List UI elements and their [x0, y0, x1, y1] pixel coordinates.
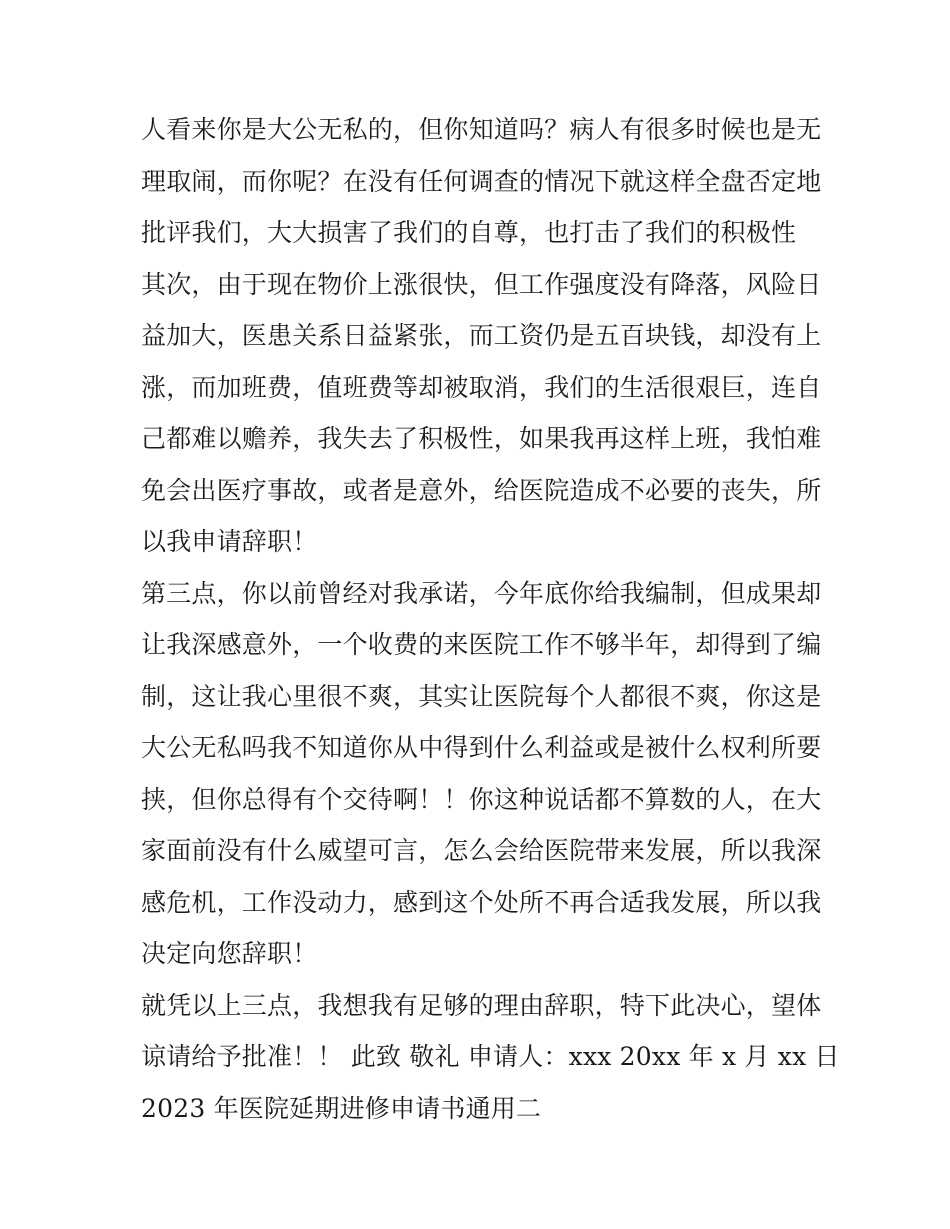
text-line: 挟，但你总得有个交待啊！！你这种说话都不算数的人，在大	[141, 784, 822, 814]
document-body	[141, 104, 840, 1134]
text-line: 己都难以赡养，我失去了积极性，如果我再这样上班，我怕难	[141, 424, 822, 453]
text-line: 制，这让我心里很不爽，其实让医院每个人都很不爽，你这是	[141, 681, 822, 711]
text-line: 谅请给予批准！！ 此致 敬礼 申请人：xxx 20xx 年 x 月 xx 日	[141, 1042, 840, 1071]
text-line: 人看来你是大公无私的，但你知道吗？病人有很多时候也是无	[141, 115, 822, 144]
text-line: 涨，而加班费，值班费等却被取消，我们的生活很艰巨，连自	[141, 372, 822, 402]
text-line: 家面前没有什么威望可言，怎么会给医院带来发展，所以我深	[141, 836, 822, 865]
section-heading: 2023 年医院延期进修申请书通用二	[141, 1093, 542, 1123]
text-line: 其次，由于现在物价上涨很快，但工作强度没有降落，风险日	[141, 269, 822, 299]
text-line: 决定向您辞职！	[141, 939, 318, 968]
text-line: 益加大，医患关系日益紧张，而工资仍是五百块钱，却没有上	[141, 321, 822, 350]
text-line: 以我申请辞职！	[141, 527, 318, 556]
text-line: 感危机，工作没动力，感到这个处所不再合适我发展，所以我	[141, 887, 822, 917]
text-line: 免会出医疗事故，或者是意外，给医院造成不必要的丧失，所	[141, 475, 822, 505]
text-line: 第三点，你以前曾经对我承诺，今年底你给我编制，但成果却	[141, 578, 822, 608]
text-line: 大公无私吗我不知道你从中得到什么利益或是被什么权利所要	[141, 733, 822, 762]
text-line: 批评我们，大大损害了我们的自尊，也打击了我们的积极性	[141, 218, 797, 247]
text-line: 就凭以上三点，我想我有足够的理由辞职，特下此决心，望体	[141, 990, 822, 1020]
text-line: 理取闹，而你呢？在没有任何调查的情况下就这样全盘否定地	[141, 166, 822, 196]
text-line: 让我深感意外，一个收费的来医院工作不够半年，却得到了编	[141, 630, 822, 659]
